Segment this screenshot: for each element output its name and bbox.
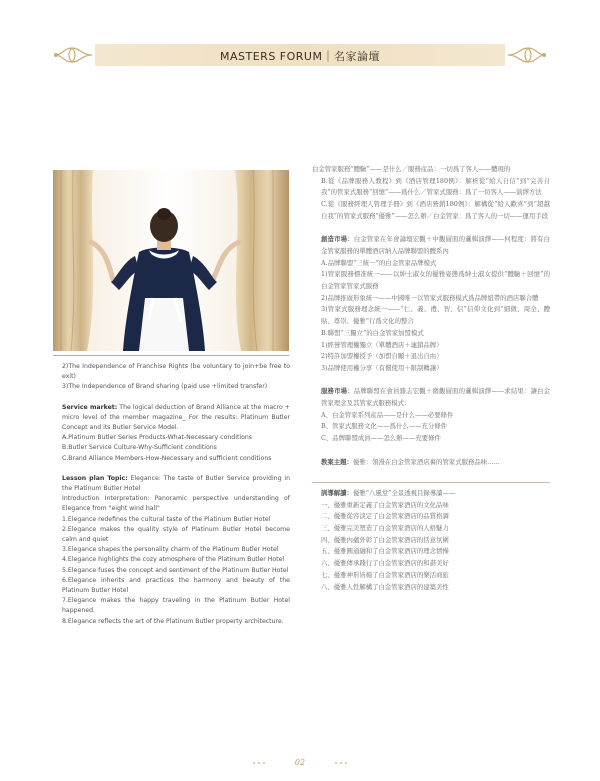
- chinese-paragraph: [312, 445, 550, 457]
- english-paragraph: [53, 393, 290, 403]
- masthead: [0, 40, 600, 72]
- chinese-section-heading: 服務市場：: [321, 387, 354, 396]
- chinese-paragraph: [312, 468, 550, 480]
- chinese-paragraph: 六、優雅傳承踐行了白金管家酒店的和諧美好: [321, 559, 449, 568]
- english-paragraph: 5.Elegance fuses the concept and sentiment of the Platinum Butler Hotel: [62, 566, 289, 574]
- page-number: 02: [294, 758, 306, 767]
- chinese-paragraph: 三、優雅完美塑造了白金管家酒店的人格魅力: [321, 524, 449, 533]
- english-section-heading: Lesson plan Topic:: [62, 474, 128, 482]
- english-paragraph: 3)The Independence of Brand sharing (paid use +limited transfer): [62, 383, 268, 391]
- chinese-paragraph: 四、優雅內蘊外彰了白金管家酒店的恬意氛圍: [321, 535, 449, 544]
- english-paragraph: 3.Elegance shapes the personality charm of the Platinum Butler Hotel: [62, 546, 279, 554]
- chinese-paragraph: 1)管家服務標准統一——以紳士淑女的優雅姿態爲紳士淑女提供“體驗＋回憶”的白金管家管家式服務: [321, 270, 550, 291]
- chinese-paragraph: A.品牌聯盟“三統一”的白金管家品牌模式: [321, 258, 437, 267]
- english-paragraph: 4.Elegance highlights the cozy atmosphere of the Platinum Butler Hotel: [62, 556, 285, 564]
- chinese-section-heading: 創造市場：: [321, 235, 354, 244]
- chinese-paragraph: 二、優雅從容淡定了白金管家酒店的品質格調: [321, 512, 449, 521]
- english-column: [53, 362, 290, 627]
- chinese-paragraph: B.聯盟“三獨立”的白金管家加盟模式: [321, 328, 424, 337]
- chinese-paragraph: 白金管家服務“體驗”——是什么／服務産品：一切爲了客人——體現的: [312, 165, 511, 173]
- chinese-paragraph: A、白金管家系列産品——是什么——必要條件: [321, 410, 454, 419]
- chinese-paragraph: [312, 234, 550, 257]
- footer-dots-right: [334, 762, 348, 764]
- english-paragraph: [53, 464, 290, 474]
- chinese-paragraph: [312, 386, 550, 409]
- english-paragraph: 7.Elegance makes the happy traveling in the Platinum Butler Hotel happened.: [62, 597, 290, 615]
- chinese-section-text: 優雅“八風堂”全景透視目錄導讀——: [352, 488, 456, 497]
- scroll-ornament-right: [506, 44, 548, 66]
- chinese-paragraph: C、品牌聯盟成員——怎么辦——充要條件: [321, 434, 441, 443]
- chinese-paragraph: 一、優雅重新定義了白金管家酒店的文化品味: [321, 500, 449, 509]
- chinese-section-text: 優雅：領漫在白金管家酒店裏的管家式服務品味……: [352, 457, 500, 466]
- chinese-paragraph: 3)管家式服務理念統一——“仁、義、禮、智、信”信仰文化到“細微、周全、體貼、尊崇、優雅”行爲文化的整合: [321, 305, 550, 326]
- chinese-section-heading: 訓導解讀：: [321, 488, 353, 497]
- english-paragraph: [53, 403, 290, 434]
- butler-photo: [53, 170, 289, 351]
- english-paragraph: [53, 474, 290, 494]
- english-paragraph: B.Butler Service Culture-Why-Sufficient conditions: [62, 444, 217, 452]
- divider-line: [53, 355, 289, 356]
- chinese-paragraph: 八、優雅人性解構了白金管家酒店的建築美性: [321, 582, 449, 591]
- masthead-title: MASTERS FORUM｜名家論壇: [220, 50, 380, 63]
- chinese-paragraph: 1)經營管理權獨立（單體酒店＋連鎖品牌）: [321, 340, 443, 349]
- english-paragraph: 8.Elegance reflects the art of the Platinum Butler property architecture.: [62, 617, 284, 625]
- chinese-paragraph: 3)品牌使用權分享（有償使用＋限制轉讓）: [321, 363, 443, 372]
- chinese-section-text: 品牌聯盟在會員雜志宏觀＋微觀層面的邏輯演繹——求結果：讓白金管家理念及其管家式服務模式：: [321, 387, 551, 408]
- english-paragraph: A.Platinum Butler Series Products-What-Necessary conditions: [62, 434, 253, 442]
- english-paragraph: 2)The Independence of Franchise Rights (be voluntary to join+be free to exit): [62, 363, 290, 381]
- chinese-paragraph: [312, 223, 550, 235]
- english-paragraph: C.Brand Alliance Members-How-Necessary and sufficient conditions: [62, 454, 272, 462]
- chinese-column: [312, 164, 550, 593]
- english-paragraph: Introduction Interpretation: Panoramic perspective understanding of Elegance from "eight wind hall": [62, 495, 290, 513]
- english-section-heading: Service market:: [62, 403, 118, 411]
- chinese-paragraph: [312, 457, 550, 469]
- chinese-section-text: 白金管家在年會論壇宏觀＋中觀層面的邏輯演繹——何程度：將有白金管家服務的單體酒店納入品牌聯盟的體系內: [321, 235, 551, 255]
- chinese-paragraph: 2)特許加盟權授予（加盟自願＋退出自由）: [321, 352, 443, 361]
- english-section-text: Elegance: The taste of Butler Service providing in the Platinum Butler Hotel: [62, 474, 290, 493]
- chinese-paragraph: 七、優雅神形皆揚了白金管家酒店的樂活商旅: [321, 570, 449, 579]
- chinese-paragraph: [312, 375, 550, 387]
- chinese-paragraph: B.從《品牌服務人教程》到《酒店管理180例》：解析從“給人自信”到“完善自我”的管家式服務“回憶”——爲什么／管家式服務：爲了一切客人——演繹方法: [321, 176, 550, 197]
- english-paragraph: 6.Elegance inherits and practices the harmony and beauty of the Platinum Butler Hotel: [62, 576, 290, 595]
- chinese-paragraph: 2)品牌推廣形象統一——中國唯一以管家式服務模式爲品牌紐帶的酒店聯合體: [321, 293, 539, 302]
- english-section-text: The logical deduction of Brand Alliance at the macro + micro level of the member magazine_ For the results: Platinum Butler Concept and its Butler Service Model.: [62, 403, 290, 432]
- english-paragraph: 1.Elegance redefines the cultural taste of the Platinum Butler Hotel: [62, 515, 271, 523]
- chinese-paragraph: C.從《服務經理人管理手冊》到《酒店營銷180例》：解構從“給人歡喜”到“超越自我”的管家式服務“優雅”——怎么辦／白金管家：爲了客人的一切——運用手段: [321, 200, 550, 220]
- chinese-section-heading: 教案主題：: [321, 457, 353, 466]
- chinese-paragraph: B、管家式服務文化——爲什么——充分條件: [321, 422, 448, 431]
- chinese-paragraph: 五、優雅圓通融和了白金管家酒店的理念情操: [321, 547, 449, 556]
- page-footer: [0, 758, 600, 768]
- chinese-paragraph: [312, 482, 550, 500]
- english-paragraph: 2.Elegance makes the quality style of Platinum Butler Hotel become calm and quiet: [62, 525, 290, 544]
